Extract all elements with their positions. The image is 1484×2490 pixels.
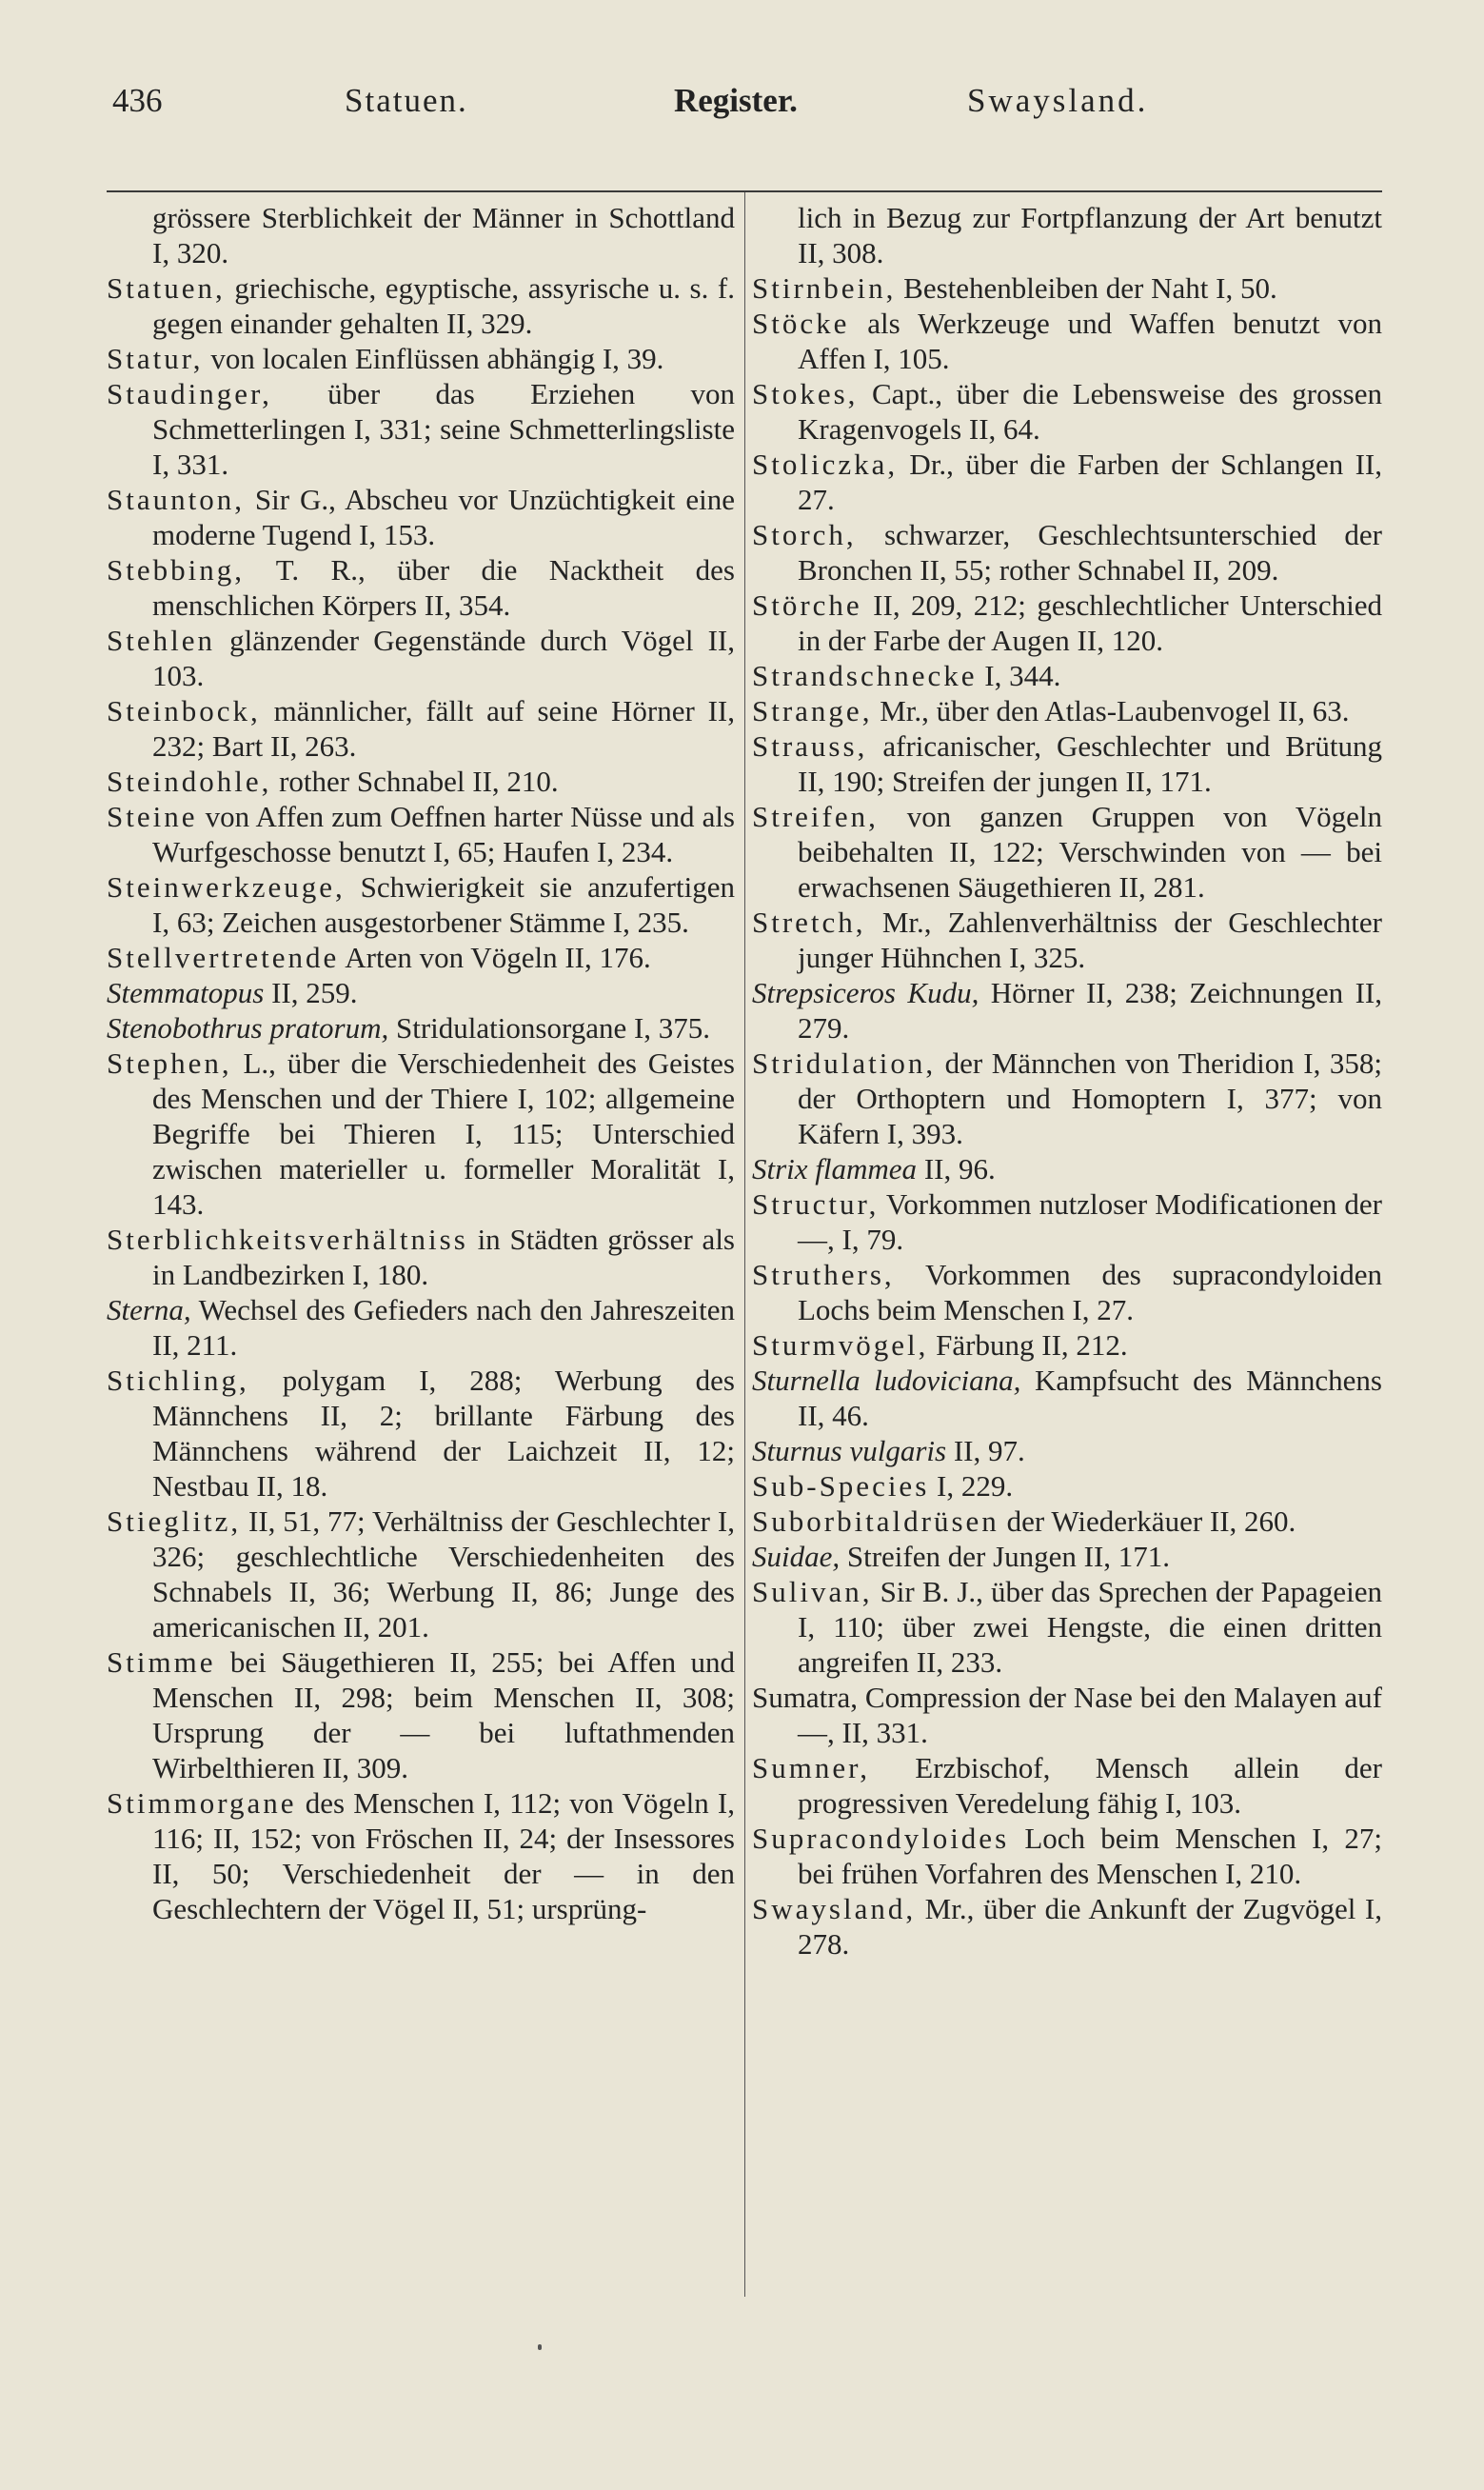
entry-text: Compression der Nase bei den Malayen auf —, II, 331. — [798, 1681, 1382, 1749]
index-entry — [107, 1363, 735, 1504]
entry-headword: Strange, — [752, 694, 873, 727]
entry-text: T. R., über die Nacktheit des menschlichen Körpers II, 354. — [152, 553, 735, 622]
entry-text: II, 51, 77; Verhältniss der Geschlechter I, 326; geschlechtliche Verschiedenheiten des Schnabels II, 36; Werbung II, 86; Junge des americanischen II, 201. — [152, 1504, 735, 1643]
entry-text: Arten von Vögeln II, 176. — [339, 941, 651, 974]
index-entry — [752, 376, 1382, 447]
entry-text: der Wiederkäuer II, 260. — [999, 1504, 1296, 1538]
entry-headword: Staudinger, — [107, 377, 272, 410]
index-entry — [752, 1504, 1382, 1539]
entry-text: I, 229. — [929, 1469, 1014, 1503]
entry-text: grössere Sterblichkeit der Männer in Schottland I, 320. — [152, 201, 735, 269]
entry-headword: Sub-Species — [752, 1469, 930, 1503]
entry-headword: Suborbitaldrüsen — [752, 1504, 999, 1538]
index-entry — [107, 376, 735, 482]
index-entry — [752, 588, 1382, 658]
entry-headword: Streifen, — [752, 800, 879, 833]
entry-headword: Stokes, — [752, 377, 859, 410]
index-entry — [107, 1010, 735, 1046]
entry-headword: Sumner, — [752, 1751, 870, 1784]
entry-text: africanischer, Geschlechter und Brütung II, 190; Streifen der jungen II, 171. — [798, 729, 1382, 798]
index-entry — [107, 1644, 735, 1785]
column-divider — [744, 192, 745, 2297]
index-entry — [752, 905, 1382, 975]
index-entry — [107, 1046, 735, 1222]
index-entry — [752, 1821, 1382, 1891]
entry-text: schwarzer, Geschlechtsunterschied der Bronchen II, 55; rother Schnabel II, 209. — [798, 518, 1382, 587]
index-entry — [107, 552, 735, 623]
header-first-entry: Statuen. — [345, 82, 468, 119]
index-entry — [752, 270, 1382, 306]
entry-text: L., über die Verschiedenheit des Geistes des Menschen und der Thiere I, 102; allgemeine Begriffe bei Thieren I, 115; Unterschied zwischen materieller u. formeller Moralität I, 143. — [152, 1046, 735, 1221]
entry-headword: Statur, — [107, 342, 204, 375]
entry-headword: Statuen, — [107, 271, 226, 305]
entry-headword: Struthers, — [752, 1258, 895, 1291]
entry-headword: Sturnus vulgaris — [752, 1434, 947, 1467]
index-entry — [752, 975, 1382, 1046]
index-entry — [107, 693, 735, 764]
entry-headword: Strix flammea — [752, 1152, 918, 1185]
entry-headword: Stebbing, — [107, 553, 245, 587]
entry-text: Vorkommen des supracondyloiden Lochs beim Menschen I, 27. — [798, 1258, 1382, 1326]
entry-headword: Stieglitz, — [107, 1504, 242, 1538]
entry-text: von localen Einflüssen abhängig I, 39. — [203, 342, 664, 375]
entry-headword: Stimmorgane — [107, 1786, 297, 1820]
index-entry — [107, 341, 735, 376]
index-entry — [752, 306, 1382, 376]
entry-text: bei Säugethieren II, 255; bei Affen und Menschen II, 298; beim Menschen II, 308; Ursprung der — bei luftathmenden Wirbelthieren II, 309. — [152, 1645, 735, 1784]
entry-headword: Strandschnecke — [752, 659, 978, 692]
entry-headword: Sumatra, — [752, 1681, 859, 1714]
entry-text: Stridulationsorgane I, 375. — [388, 1011, 711, 1045]
entry-text: männlicher, fällt auf seine Hörner II, 232; Bart II, 263. — [152, 694, 735, 763]
entry-text: über das Erziehen von Schmetterlingen I, 331; seine Schmetterlingsliste I, 331. — [152, 377, 735, 481]
entry-headword: Sterna, — [107, 1293, 191, 1326]
entry-headword: Stephen, — [107, 1046, 232, 1080]
entry-text: polygam I, 288; Werbung des Männchens II, 2; brillante Färbung des Männchens während der Laichzeit II, 12; Nestbau II, 18. — [152, 1364, 735, 1503]
index-entry — [107, 482, 735, 552]
entry-headword: Sterblichkeitsverhältniss — [107, 1223, 468, 1256]
entry-text: Loch beim Menschen I, 27; bei frühen Vorfahren des Menschen I, 210. — [798, 1822, 1382, 1890]
entry-headword: Steinbock, — [107, 694, 261, 727]
index-entry — [752, 1433, 1382, 1468]
index-column-left — [107, 200, 735, 1926]
running-header — [112, 82, 1178, 139]
entry-headword: Stridulation, — [752, 1046, 937, 1080]
entry-text: lich in Bezug zur Fortpflanzung der Art benutzt II, 308. — [798, 201, 1382, 269]
entry-headword: Stenobothrus pratorum, — [107, 1011, 389, 1045]
entry-headword: Störche — [752, 588, 862, 622]
index-entry — [107, 1785, 735, 1926]
entry-headword: Stöcke — [752, 307, 850, 340]
entry-headword: Stemmatopus — [107, 976, 265, 1009]
entry-text: II, 259. — [264, 976, 358, 1009]
entry-headword: Sturnella ludoviciana, — [752, 1364, 1021, 1397]
entry-headword: Steinwerkzeuge, — [107, 870, 346, 904]
entry-headword: Staunton, — [107, 483, 245, 516]
entry-text: glänzender Gegenstände durch Vögel II, 103. — [152, 624, 735, 692]
entry-text: II, 97. — [946, 1434, 1025, 1467]
entry-text: II, 96. — [917, 1152, 996, 1185]
entry-text: Streifen der Jungen II, 171. — [840, 1540, 1171, 1573]
entry-text: Schwierigkeit sie anzufertigen I, 63; Zeichen ausgestorbener Stämme I, 235. — [152, 870, 735, 939]
entry-text: Sir B. J., über das Sprechen der Papageien I, 110; über zwei Hengste, die einen dritten angreifen II, 233. — [798, 1575, 1382, 1679]
entry-text: von Affen zum Oeffnen harter Nüsse und als Wurfgeschosse benutzt I, 65; Haufen I, 234. — [152, 800, 735, 868]
entry-headword: Steindohle, — [107, 765, 272, 798]
entry-text: Mr., Zahlenverhältniss der Geschlechter junger Hühnchen I, 325. — [798, 906, 1382, 974]
entry-text: Färbung II, 212. — [928, 1328, 1128, 1362]
entry-headword: Structur, — [752, 1187, 880, 1221]
entry-headword: Stellvertretende — [107, 941, 340, 974]
index-entry — [107, 1292, 735, 1363]
index-entry — [107, 623, 735, 693]
entry-text: Bestehenbleiben der Naht I, 50. — [896, 271, 1277, 305]
entry-headword: Steine — [107, 800, 198, 833]
index-entry — [752, 1327, 1382, 1363]
index-entry — [752, 658, 1382, 693]
entry-text: als Werkzeuge und Waffen benutzt von Affen I, 105. — [798, 307, 1382, 375]
index-entry — [752, 1574, 1382, 1680]
index-entry — [752, 447, 1382, 517]
header-last-entry: Swaysland. — [967, 82, 1149, 119]
entry-text: von ganzen Gruppen von Vögeln beibehalten II, 122; Verschwinden von — bei erwachsenen Säugethieren II, 281. — [798, 800, 1382, 904]
index-entry — [107, 799, 735, 869]
entry-headword: Strepsiceros Kudu, — [752, 976, 979, 1009]
index-entry — [107, 200, 735, 270]
entry-headword: Supracondyloides — [752, 1822, 1010, 1855]
index-entry — [752, 1186, 1382, 1257]
entry-text: der Männchen von Theridion I, 358; der Orthoptern und Homoptern I, 377; von Käfern I, 393. — [798, 1046, 1382, 1150]
index-entry — [752, 728, 1382, 799]
entry-text: griechische, egyptische, assyrische u. s. f. gegen einander gehalten II, 329. — [152, 271, 735, 340]
index-entry — [752, 200, 1382, 270]
index-entry — [752, 693, 1382, 728]
entry-headword: Swaysland, — [752, 1892, 917, 1925]
index-entry — [752, 1539, 1382, 1574]
index-entry — [752, 1363, 1382, 1433]
index-entry — [752, 1680, 1382, 1750]
index-entry — [752, 1750, 1382, 1821]
entry-text: Kampfsucht des Männchens II, 46. — [798, 1364, 1382, 1432]
index-entry — [752, 1468, 1382, 1504]
entry-text: Sir G., Abscheu vor Unzüchtigkeit eine moderne Tugend I, 153. — [152, 483, 735, 551]
entry-headword: Stehlen — [107, 624, 215, 657]
entry-text: Dr., über die Farben der Schlangen II, 27. — [798, 448, 1382, 516]
index-entry — [752, 1151, 1382, 1186]
index-entry — [752, 517, 1382, 588]
entry-headword: Stichling, — [107, 1364, 249, 1397]
entry-headword: Stimme — [107, 1645, 216, 1679]
entry-text: Mr., über den Atlas-Laubenvogel II, 63. — [872, 694, 1350, 727]
entry-headword: Sturmvögel, — [752, 1328, 929, 1362]
entry-headword: Stirnbein, — [752, 271, 897, 305]
entry-headword: Sulivan, — [752, 1575, 873, 1608]
entry-text: Mr., über die Ankunft der Zugvögel I, 278. — [798, 1892, 1382, 1961]
entry-text: Vorkommen nutzloser Modificationen der —, I, 79. — [798, 1187, 1382, 1256]
entry-headword: Suidae, — [752, 1540, 841, 1573]
entry-text: I, 344. — [977, 659, 1061, 692]
index-entry — [752, 1257, 1382, 1327]
entry-text: Erzbischof, Mensch allein der progressiven Veredelung fähig I, 103. — [798, 1751, 1382, 1820]
page-mark — [538, 2344, 542, 2350]
index-entry — [752, 799, 1382, 905]
entry-text: rother Schnabel II, 210. — [271, 765, 559, 798]
index-entry — [107, 270, 735, 341]
entry-text: II, 209, 212; geschlechtlicher Unterschied in der Farbe der Augen II, 120. — [798, 588, 1382, 657]
entry-text: Capt., über die Lebensweise des grossen Kragenvogels II, 64. — [798, 377, 1382, 446]
page-number: 436 — [112, 82, 163, 119]
index-entry — [107, 940, 735, 975]
entry-text: Hörner II, 238; Zeichnungen II, 279. — [798, 976, 1383, 1045]
entry-headword: Stoliczka, — [752, 448, 899, 481]
index-entry — [107, 869, 735, 940]
index-entry — [107, 975, 735, 1010]
header-title: Register. — [674, 82, 798, 119]
index-entry — [107, 764, 735, 799]
index-entry — [752, 1046, 1382, 1151]
index-column-right — [752, 200, 1382, 1962]
entry-text: in Städten grösser als in Landbezirken I, 180. — [152, 1223, 735, 1291]
entry-headword: Storch, — [752, 518, 857, 551]
index-entry — [107, 1222, 735, 1292]
entry-headword: Strauss, — [752, 729, 868, 763]
entry-text: Wechsel des Gefieders nach den Jahreszeiten II, 211. — [152, 1293, 735, 1362]
index-entry — [752, 1891, 1382, 1962]
entry-text: des Menschen I, 112; von Vögeln I, 116; II, 152; von Fröschen II, 24; der Insessores II, 50; Verschiedenheit der — in den Geschlechtern der Vögel II, 51; ursprüng- — [152, 1786, 735, 1925]
entry-headword: Stretch, — [752, 906, 866, 939]
index-entry — [107, 1504, 735, 1644]
